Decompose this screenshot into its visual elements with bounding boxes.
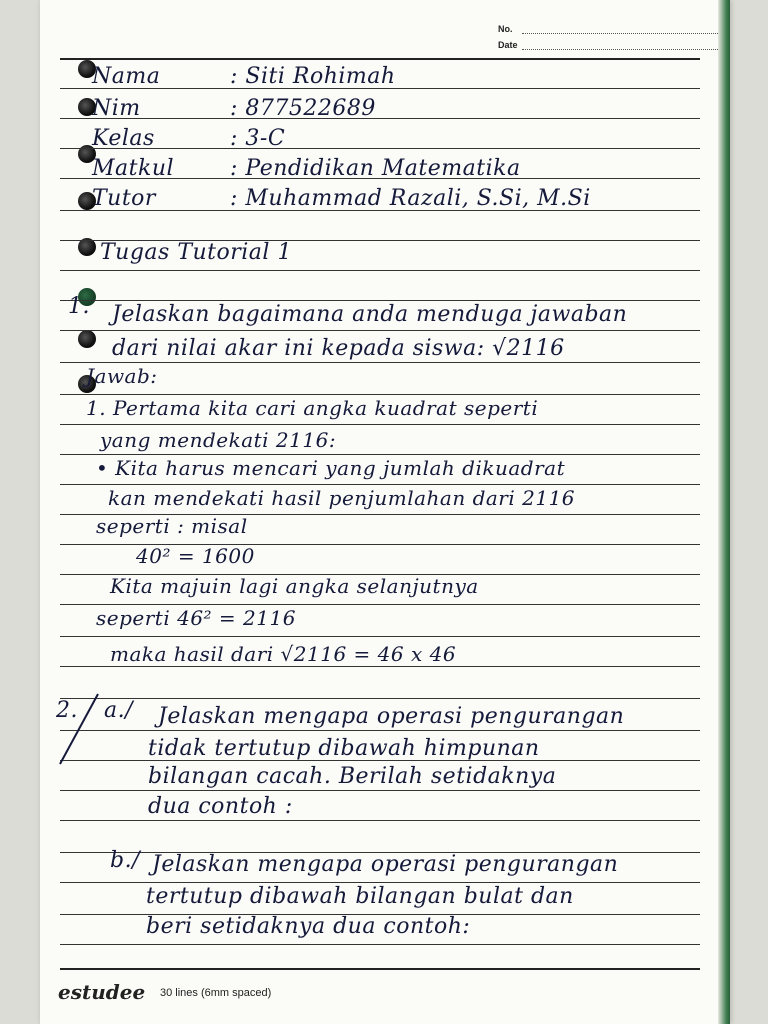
q1-answer-line8: seperti 46² = 2116: [96, 606, 296, 630]
matkul-value: : Pendidikan Matematika: [230, 156, 521, 181]
nim-value: : 877522689: [230, 96, 376, 121]
q1-answer-line6: 40² = 1600: [136, 544, 255, 568]
q1-answer-line7: Kita majuin lagi angka selanjutnya: [110, 574, 479, 598]
ruled-line: [60, 604, 700, 605]
q2b-line1: Jelaskan mengapa operasi pengurangan: [152, 852, 619, 877]
q2a-line1: Jelaskan mengapa operasi pengurangan: [158, 704, 625, 729]
nama-value: : Siti Rohimah: [230, 64, 396, 89]
q1-answer-line9: maka hasil dari √2116 = 46 x 46: [110, 642, 457, 666]
ruled-line: [60, 270, 700, 271]
ruled-line: [60, 454, 700, 455]
ruled-line: [60, 300, 700, 301]
ruled-line: [60, 968, 700, 970]
q1-answer-line1: 1. Pertama kita cari angka kuadrat seperti: [86, 396, 539, 420]
brand-logo: estudee: [58, 980, 146, 1004]
assignment-title: Tugas Tutorial 1: [100, 240, 292, 265]
ruled-line: [60, 944, 700, 945]
ruled-line: [60, 58, 700, 60]
q2b-label: b./: [110, 848, 140, 873]
q2b-line3: beri setidaknya dua contoh:: [146, 914, 471, 939]
tutor-value: : Muhammad Razali, S.Si, M.Si: [230, 186, 591, 211]
ruled-line: [60, 118, 700, 119]
ruled-line: [60, 820, 700, 821]
ruled-line: [60, 636, 700, 637]
ruled-line: [60, 394, 700, 395]
nama-label: Nama: [92, 64, 161, 89]
ruled-line: [60, 484, 700, 485]
paper-spec: 30 lines (6mm spaced): [160, 987, 272, 999]
q1-line2: dari nilai akar ini kepada siswa: √2116: [112, 336, 565, 361]
ruled-line: [60, 424, 700, 425]
q2-number: 2.: [56, 698, 78, 723]
notebook-cover-edge: [718, 0, 730, 1024]
kelas-value: : 3-C: [230, 126, 286, 151]
ruled-line: [60, 148, 700, 149]
nim-label: Nim: [92, 96, 141, 121]
q1-answer-line3: • Kita harus mencari yang jumlah dikuadrat: [96, 456, 566, 480]
q1-line1: Jelaskan bagaimana anda menduga jawaban: [112, 302, 628, 327]
matkul-label: Matkul: [92, 156, 175, 181]
tutor-label: Tutor: [92, 186, 156, 211]
ruled-line: [60, 698, 700, 699]
ruled-line: [60, 330, 700, 331]
q1-answer-line5: seperti : misal: [96, 514, 248, 538]
date-label: Date: [498, 40, 518, 50]
ruled-line: [60, 882, 700, 883]
q1-answer-line4: kan mendekati hasil penjumlahan dari 2116: [108, 486, 576, 510]
q2a-label: a./: [104, 698, 134, 723]
ruled-line: [60, 730, 700, 731]
ruled-line: [60, 790, 700, 791]
q2a-line3: bilangan cacah. Berilah setidaknya: [148, 764, 557, 789]
no-label: No.: [498, 24, 513, 34]
q1-jawab: Jawab:: [86, 364, 158, 388]
q2-slash-mark: [50, 690, 110, 770]
q1-number: 1.: [68, 294, 90, 319]
kelas-label: Kelas: [92, 126, 155, 151]
q2a-line4: dua contoh :: [148, 794, 293, 819]
ruled-line: [60, 362, 700, 363]
q2b-line2: tertutup dibawah bilangan bulat dan: [146, 884, 574, 909]
q2a-line2: tidak tertutup dibawah himpunan: [148, 736, 540, 761]
ruled-line: [60, 666, 700, 667]
q1-answer-line2: yang mendekati 2116:: [100, 428, 337, 452]
